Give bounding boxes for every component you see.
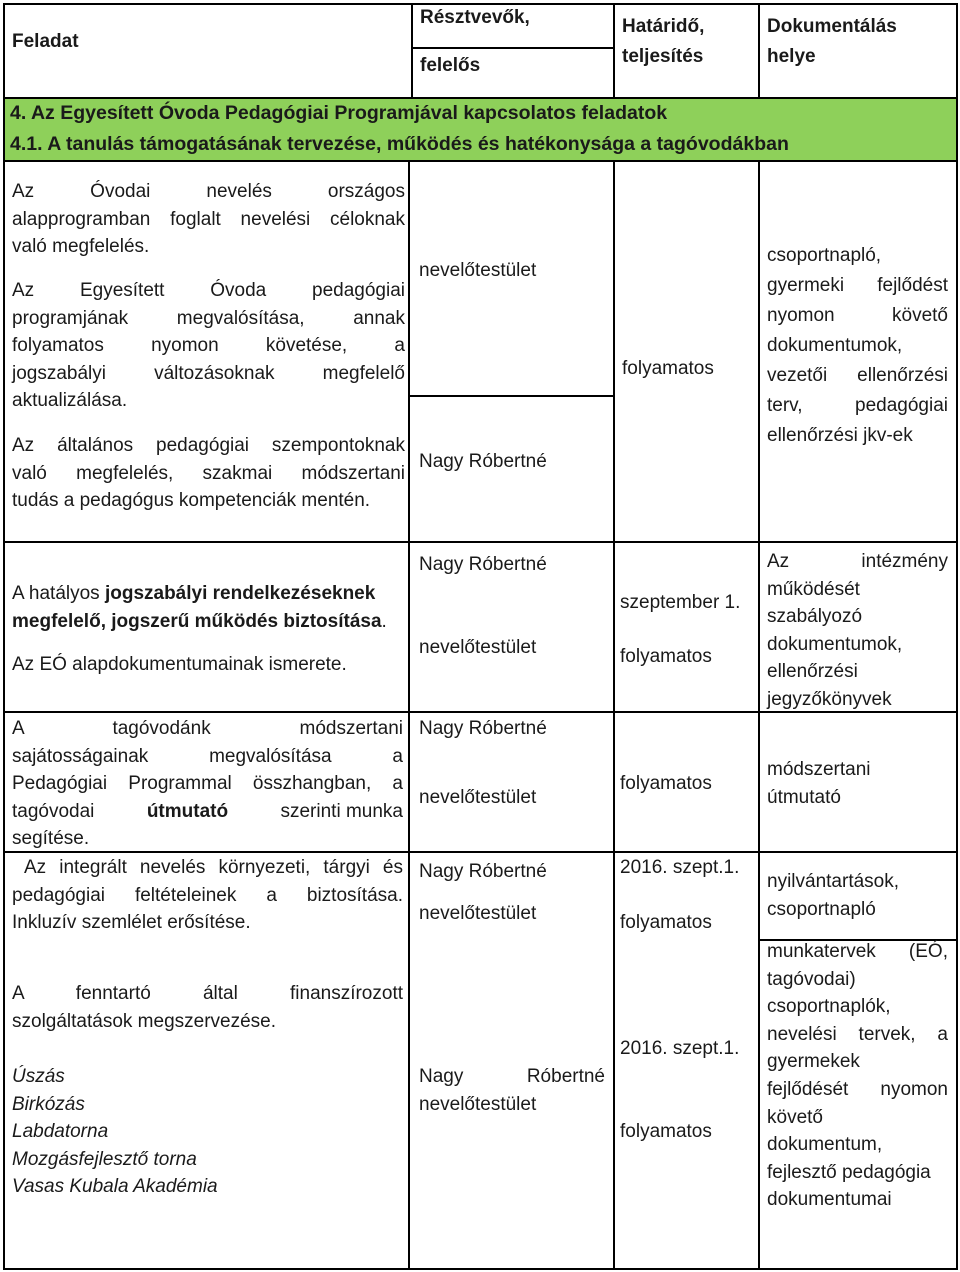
text-line: csoportnapló [767, 898, 876, 920]
header-dokumentalas: Dokumentálás [767, 16, 897, 37]
header-feladat: Feladat [12, 31, 79, 52]
task-cell [12, 432, 405, 515]
list-item: Vasas Kubala Akadémia [12, 1176, 218, 1198]
deadline-text: szeptember 1. [620, 592, 741, 613]
documentation-cell [767, 938, 948, 1214]
text-line: segítése. [12, 828, 90, 850]
text-line: ellenőrzési [767, 661, 858, 683]
text-line: dokumentumai [767, 1189, 892, 1211]
header-felelos: felelős [420, 55, 481, 76]
responsible-text: Nagy Róbertné [419, 861, 547, 882]
text-line [12, 580, 405, 608]
deadline-text: 2016. szept.1. [620, 1038, 740, 1059]
text-line: A fenntartó által finanszírozott [12, 983, 403, 1004]
responsible-text: nevelőtestület [419, 260, 537, 281]
text-line: tudás a pedagógus kompetenciák mentén. [12, 490, 371, 512]
deadline-text: folyamatos [620, 912, 712, 933]
row-divider [3, 97, 958, 99]
text-line: vezetői ellenőrzési [767, 365, 948, 386]
row-divider [3, 160, 958, 162]
column-divider [411, 3, 413, 98]
text-line: ellenőrzési jkv-ek [767, 425, 913, 446]
text-line: módszertani [767, 759, 871, 780]
documentation-cell [767, 548, 948, 714]
task-text: Az EÓ alapdokumentumainak ismerete. [12, 654, 347, 675]
documentation-cell [767, 756, 871, 811]
text-span: A hatályos [12, 583, 105, 604]
task-cell [12, 715, 403, 853]
header-teljesites: teljesítés [622, 46, 704, 67]
documentation-cell [767, 868, 899, 923]
text-line: folyamatos nyomon követése, a [12, 335, 405, 357]
text-line: Az Egyesített Óvoda pedagógiai [12, 280, 405, 301]
text-line: Az integrált nevelés környezeti, tárgyi és [12, 857, 403, 878]
text-line [12, 608, 405, 636]
text-line: fejlődését nyomon [767, 1078, 948, 1100]
text-line: nevelőtestület [419, 1093, 537, 1115]
deadline-text: folyamatos [620, 773, 712, 794]
row-divider [408, 395, 613, 397]
list-item: Mozgásfejlesztő torna [12, 1148, 197, 1170]
row-divider [3, 541, 958, 543]
text-span: szerinti munka [280, 800, 403, 822]
responsible-text: Nagy Róbertné [419, 451, 547, 472]
task-cell [12, 580, 405, 635]
text-line: dokumentumok, [767, 633, 903, 655]
text-line: nyilvántartások, [767, 871, 900, 892]
text-line: szolgáltatások megszervezése. [12, 1010, 277, 1032]
text-line: sajátosságainak megvalósítása a [12, 745, 403, 767]
text-span: megfelelő, jogszerű működés biztosítása [12, 610, 382, 632]
text-line: működését [767, 578, 860, 600]
text-line: jogszabályi változásoknak megfelelő [12, 362, 405, 384]
deadline-text: folyamatos [620, 1121, 712, 1142]
list-item: Birkózás [12, 1093, 85, 1115]
text-line: Az általános pedagógiai szempontoknak [12, 435, 405, 456]
text-line: gyermekek [767, 1051, 860, 1073]
text-line: Az intézmény [767, 551, 948, 572]
text-span: jogszabályi rendelkezéseknek [104, 583, 376, 604]
table-border [956, 3, 958, 1270]
table-border [3, 1268, 958, 1270]
text-line: dokumentum, [767, 1134, 883, 1156]
text-line: Az Óvodai nevelés országos [12, 181, 405, 202]
text-line: munkatervek (EÓ, [767, 941, 948, 962]
text-line: fejlesztő pedagógia [767, 1161, 931, 1183]
responsible-text: nevelőtestület [419, 903, 537, 924]
text-line: Nagy Róbertné [419, 1066, 605, 1087]
section-subtitle: 4.1. A tanulás támogatásának tervezése, működés és hatékonysága a tagóvodákban [10, 133, 789, 155]
text-line: csoportnaplók, [767, 996, 891, 1018]
text-line: alapprogramban foglalt nevelési céloknak [12, 208, 405, 230]
text-line: terv, pedagógiai [767, 395, 948, 416]
deadline-text: 2016. szept.1. [620, 857, 740, 878]
deadline-text: folyamatos [620, 646, 712, 667]
task-cell [12, 854, 403, 937]
text-line: A tagóvodánk módszertani [12, 718, 403, 739]
text-line: való megfelelés. [12, 236, 150, 258]
column-divider [613, 3, 615, 98]
list-item: Úszás [12, 1066, 65, 1087]
text-line: programjának megvalósítása, annak [12, 307, 405, 329]
text-line: aktualizálása. [12, 390, 128, 412]
text-line: dokumentumok, [767, 335, 903, 356]
text-line: nevelési tervek, a [767, 1023, 948, 1045]
text-line: követő [767, 1106, 823, 1128]
service-list [12, 1063, 218, 1201]
text-line: nyomon követő [767, 305, 948, 326]
text-line: gyermeki fejlődést [767, 275, 948, 296]
text-line [12, 798, 403, 826]
responsible-text: nevelőtestület [419, 637, 537, 658]
responsible-text: nevelőtestület [419, 787, 537, 808]
text-line: tagóvodai) [767, 968, 856, 990]
table-border [3, 3, 5, 1270]
text-span: tagóvodai [12, 800, 95, 822]
row-divider [411, 47, 613, 49]
header-resztvevok: Résztvevők, [420, 7, 530, 28]
column-divider [758, 3, 760, 98]
column-divider [408, 160, 410, 1270]
list-item: Labdatorna [12, 1121, 109, 1143]
text-span: . [381, 610, 387, 632]
text-line: Inkluzív szemlélet erősítése. [12, 912, 251, 934]
responsible-text: Nagy Róbertné [419, 718, 547, 739]
header-helye: helye [767, 46, 816, 67]
column-divider [758, 160, 760, 1270]
documentation-cell [767, 241, 948, 451]
text-line: szabályozó [767, 606, 863, 628]
section-title: 4. Az Egyesített Óvoda Pedagógiai Programjával kapcsolatos feladatok [10, 102, 668, 124]
text-line: való megfelelés, szakmai módszertani [12, 462, 405, 484]
text-line: jegyzőkönyvek [767, 688, 892, 710]
header-hatarido: Határidő, [622, 16, 705, 37]
text-line: Pedagógiai Programmal összhangban, a [12, 773, 403, 795]
task-cell [12, 980, 403, 1035]
responsible-cell [419, 1063, 605, 1118]
text-line: útmutató [767, 786, 841, 808]
text-span: útmutató [146, 800, 229, 822]
text-line: csoportnapló, [767, 245, 882, 266]
deadline-text: folyamatos [622, 358, 714, 379]
responsible-text: Nagy Róbertné [419, 554, 547, 575]
column-divider [613, 160, 615, 1270]
task-cell [12, 178, 405, 261]
task-cell [12, 277, 405, 415]
text-line: pedagógiai feltételeinek a biztosítása. [12, 884, 403, 906]
